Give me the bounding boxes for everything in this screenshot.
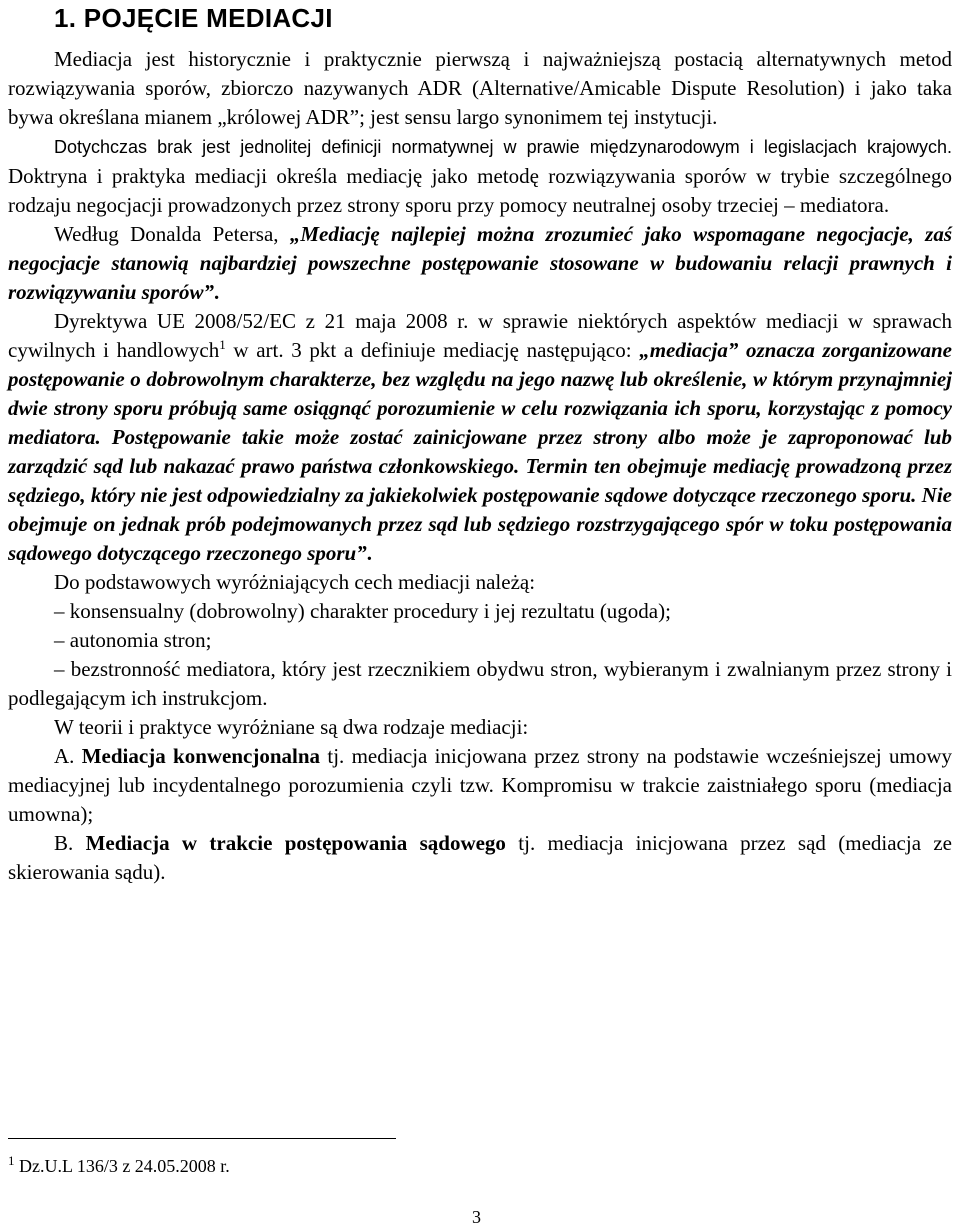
dash-bullet: – — [54, 599, 65, 623]
item-text: tj. mediacja inicjowana przez strony na podstawie wcześniejszej umowy mediacyjnej lub incydentalnego porozumienia czyli tzw. Kompromisu w trakcie zaistniałego sporu (mediacja umowna); — [8, 744, 953, 826]
paragraph-directive — [8, 307, 952, 568]
footnote-mark: 1 — [8, 1153, 15, 1168]
paragraph-text: . — [366, 541, 372, 565]
types-intro: W teorii i praktyce wyróżniane są dwa rodzaje mediacji: — [54, 715, 529, 739]
quotation: „Mediację najlepiej można zrozumieć jako wspomagane negocjacje, zaś negocjacje stanowią najbardziej powszechne postępowanie stosowane w budowaniu relacji prawnych i rozwiązywaniu sporów” — [8, 222, 952, 304]
item-text: tj. mediacja inicjowana przez sąd (mediacja ze skierowania sądu). — [8, 831, 953, 884]
footnote-text: Dz.U.L 136/3 z 24.05.2008 r. — [14, 1156, 230, 1176]
list-item-text: autonomia stron; — [69, 628, 212, 652]
paragraph-text: . — [213, 280, 220, 304]
item-title: Mediacja konwencjonalna — [81, 744, 321, 768]
quotation: „mediacja” oznacza zorganizowane postępowanie o dobrowolnym charakterze, bez względu na jego nazwę lub określenie, w którym przynajmniej dwie strony sporu próbują same osiągnąć porozumienie w celu rozwiązania ich sporu, korzystając z pomocy mediatora. Postępowanie takie może zostać zainicjowane przez strony albo może je zaproponować lub zarządzić sąd lub nakazać prawo państwa członkowskiego. Termin ten obejmuje mediację prowadzoną przez sędziego, który nie jest odpowiedzialny za jakiekolwiek postępowanie sądowe dotyczące rzeczonego sporu. Nie obejmuje on jednak prób podejmowanych przez sąd lub sędziego rozstrzygającego spór w toku postępowania sądowego dotyczącego rzeczonego sporu” — [8, 338, 953, 565]
features-intro: Do podstawowych wyróżniających cech mediacji należą: — [54, 570, 536, 594]
paragraph-text: Dyrektywa UE 2008/52/EC z 21 maja 2008 r. w sprawie niektórych aspektów mediacji w sprawach cywilnych i handlowych — [8, 309, 952, 362]
paragraph-text: w art. 3 pkt a definiuje mediację następująco: — [225, 338, 640, 362]
type-a — [8, 742, 952, 829]
quoted-phrase: „królowej ADR” — [217, 105, 360, 129]
footnote-separator — [8, 1138, 396, 1139]
dash-bullet: – — [54, 628, 65, 652]
section-heading: 1. POJĘCIE MEDIACJI — [54, 3, 333, 33]
paragraph-text: Według Donalda Petersa, — [54, 222, 290, 246]
list-item — [8, 655, 952, 713]
paragraph-text: Mediacja jest historycznie i praktycznie pierwszą i najważniejszą postacią alternatywnych metod rozwiązywania sporów, zbiorczo nazywanych ADR (Alternative/Amicable Dispute Resolution) i jako taka bywa określana mianem — [8, 47, 952, 129]
item-title: Mediacja w trakcie postępowania sądowego — [85, 831, 506, 855]
paragraph-text: Dotychczas brak jest jednolitej definicji normatywnej w prawie międzynarodowym i legislacjach krajowych. — [54, 137, 952, 157]
list-item — [8, 626, 952, 655]
item-label: A. — [54, 744, 82, 768]
footnote-reference[interactable]: 1 — [219, 337, 226, 352]
footnote — [8, 1155, 230, 1177]
item-label: B. — [54, 831, 86, 855]
paragraph-text: Doktryna i praktyka mediacji określa mediację jako metodę rozwiązywania sporów w trybie szczególnego rodzaju negocjacji prowadzonych przez strony sporu przy pomocy neutralnej osoby trzeciej – mediatora. — [8, 164, 952, 217]
paragraph-text: ; jest sensu largo synonimem tej instytucji. — [359, 105, 718, 129]
paragraph-intro — [8, 45, 952, 132]
list-item-text: bezstronność mediatora, który jest rzecznikiem obydwu stron, wybieranym i zwalnianym przez strony i podlegającym ich instrukcjom. — [8, 657, 952, 710]
document-body — [8, 45, 952, 887]
page-number: 3 — [472, 1207, 481, 1227]
paragraph-definition — [8, 132, 952, 220]
paragraph-peters — [8, 220, 952, 307]
list-item — [8, 597, 952, 626]
type-b — [8, 829, 952, 887]
dash-bullet: – — [54, 657, 65, 681]
list-item-text: konsensualny (dobrowolny) charakter procedury i jej rezultatu (ugoda); — [69, 599, 671, 623]
